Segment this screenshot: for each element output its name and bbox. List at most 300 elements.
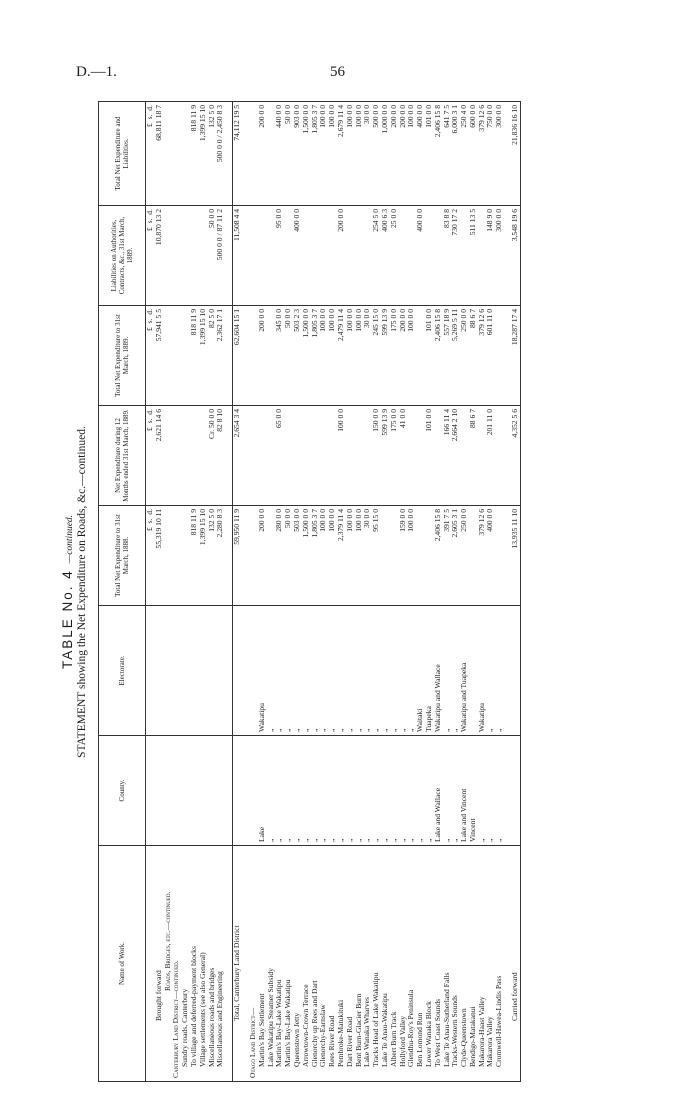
total-cell [164, 102, 173, 206]
liabilities-cell [319, 206, 328, 306]
to-1889-cell: 818 11 9 [190, 306, 199, 406]
work-cell: Glendhu-Roy's Peninsula [407, 846, 416, 1082]
electorate-cell [208, 606, 217, 736]
county-cell: „ [328, 736, 337, 846]
liabilities-cell [425, 206, 434, 306]
to-1889-cell: 100 0 0 [407, 306, 416, 406]
table-row [311, 102, 320, 1082]
electorate-cell: „ [381, 606, 390, 736]
to-1889-cell: 2,362 17 1 [216, 306, 225, 406]
during-1889-cell: 2,654 3 4 [233, 406, 242, 506]
work-cell: Glenorchy-Earnslaw [319, 846, 328, 1082]
electorate-cell [190, 606, 199, 736]
work-cell: Sundry roads, Canterbury [181, 846, 190, 1082]
electorate-cell: „ [486, 606, 495, 736]
table-title-sub: —continued. [65, 514, 75, 564]
total-cell: 50 0 0 [284, 102, 293, 206]
county-cell [190, 736, 199, 846]
work-cell: Cromwell-Hawea-Lindis Pass [495, 846, 504, 1082]
liabilities-cell [346, 206, 355, 306]
table-row [469, 102, 478, 1082]
liabilities-cell [172, 206, 181, 306]
table-row [328, 102, 337, 1082]
table-title-main: TABLE No. 4 [60, 569, 75, 670]
to-1888-cell: 1,399 15 10 [199, 506, 208, 606]
total-cell: 100 0 0 [346, 102, 355, 206]
table-row [407, 102, 416, 1082]
work-cell: Arrowtown-Crown Terrace [302, 846, 311, 1082]
total-cell: 1,399 15 10 [199, 102, 208, 206]
electorate-cell: „ [328, 606, 337, 736]
during-1889-cell [172, 406, 181, 506]
table-row [425, 102, 434, 1082]
to-1888-cell [164, 506, 173, 606]
total-cell: 101 0 0 [425, 102, 434, 206]
work-cell: Village settlements (see also General) [199, 846, 208, 1082]
county-cell: „ [293, 736, 302, 846]
to-1889-cell: 1,399 15 10 [199, 306, 208, 406]
work-cell: Rees River Road [328, 846, 337, 1082]
county-cell: „ [337, 736, 346, 846]
to-1888-cell: 159 0 0 [399, 506, 408, 606]
to-1888-cell: 30 0 0 [363, 506, 372, 606]
total-cell: 2,679 11 4 [337, 102, 346, 206]
county-cell: „ [381, 736, 390, 846]
total-cell: 750 0 0 [486, 102, 495, 206]
electorate-cell: Tuapeka [425, 606, 434, 736]
to-1888-cell: 503 0 0 [293, 506, 302, 606]
electorate-cell [511, 606, 520, 736]
table-row [164, 102, 173, 1082]
county-cell [164, 736, 173, 846]
work-cell: Bendigo-Matakanui [469, 846, 478, 1082]
electorate-cell: „ [346, 606, 355, 736]
county-cell: „ [451, 736, 460, 846]
electorate-cell: „ [407, 606, 416, 736]
total-cell: 100 0 0 [407, 102, 416, 206]
during-1889-cell [495, 406, 504, 506]
county-cell: Lake [258, 736, 267, 846]
table-row [478, 102, 487, 1082]
to-1889-cell: 379 12 6 [478, 306, 487, 406]
table-row [346, 102, 355, 1082]
county-cell: „ [443, 736, 452, 846]
liabilities-cell: 83 8 8 [443, 206, 452, 306]
electorate-cell [155, 606, 164, 736]
during-1889-cell: 599 13 9 [381, 406, 390, 506]
units-cell: £ s. d. [146, 206, 155, 306]
county-cell: „ [267, 736, 276, 846]
electorate-cell: Waitaki [416, 606, 425, 736]
total-cell: 68,811 18 7 [155, 102, 164, 206]
liabilities-cell [258, 206, 267, 306]
during-1889-cell: 175 0 0 [390, 406, 399, 506]
to-1889-cell: 100 0 0 [355, 306, 364, 406]
during-1889-cell [258, 406, 267, 506]
to-1889-cell: 557 18 9 [443, 306, 452, 406]
page-number: 56 [330, 64, 345, 80]
total-cell: 1,000 0 0 [381, 102, 390, 206]
liabilities-cell [311, 206, 320, 306]
total-cell: 818 11 9 [190, 102, 199, 206]
total-cell: 250 4 0 [460, 102, 469, 206]
liabilities-cell [181, 206, 190, 306]
county-cell: „ [478, 736, 487, 846]
to-1888-cell: 391 7 5 [443, 506, 452, 606]
work-cell: Lake Te Anau-Sutherland Falls [443, 846, 452, 1082]
header-row [99, 102, 146, 1082]
work-cell: Canterbury Land District—continued. [172, 846, 181, 1082]
work-cell: Makarora Valley [486, 846, 495, 1082]
to-1889-cell: 88 6 7 [469, 306, 478, 406]
work-cell: Glenorchy up Rees and Dart [311, 846, 320, 1082]
work-cell: Clyde-Queenstown [460, 846, 469, 1082]
during-1889-cell [355, 406, 364, 506]
to-1889-cell: 50 0 0 [284, 306, 293, 406]
electorate-cell: Wakatipu and Wallace [434, 606, 443, 736]
to-1889-cell: 175 0 0 [390, 306, 399, 406]
to-1888-cell: 100 0 0 [407, 506, 416, 606]
electorate-cell: „ [355, 606, 364, 736]
liabilities-cell: 300 0 0 [495, 206, 504, 306]
county-cell: „ [407, 736, 416, 846]
table-title [60, 92, 75, 1092]
table-row [216, 102, 225, 1082]
to-1888-cell: 100 0 0 [355, 506, 364, 606]
col-header-total: Total Net Expenditure and Liabilities. [99, 102, 146, 206]
total-cell: 379 12 6 [478, 102, 487, 206]
to-1889-cell: 82 5 0 [208, 306, 217, 406]
to-1889-cell: 100 0 0 [346, 306, 355, 406]
during-1889-cell [164, 406, 173, 506]
liabilities-cell: 400 0 0 [416, 206, 425, 306]
electorate-cell: „ [284, 606, 293, 736]
work-cell: Martin's Bay Settlement [258, 846, 267, 1082]
rotated-table-page [58, 92, 658, 1092]
liabilities-cell [164, 206, 173, 306]
to-1889-cell: 100 0 0 [319, 306, 328, 406]
table-row [337, 102, 346, 1082]
table-row [511, 102, 520, 1082]
during-1889-cell [284, 406, 293, 506]
county-cell [155, 736, 164, 846]
total-cell: 6,000 3 1 [451, 102, 460, 206]
to-1888-cell: 818 11 9 [190, 506, 199, 606]
table-row [363, 102, 372, 1082]
units-row [146, 102, 155, 1082]
work-cell: Martin's Bay-Lake Wakatipu [275, 846, 284, 1082]
to-1888-cell: 1,805 3 7 [311, 506, 320, 606]
col-header-to-1889: Total Net Expenditure to 31st March, 1889. [99, 306, 146, 406]
during-1889-cell: 2,621 14 6 [155, 406, 164, 506]
to-1889-cell [495, 306, 504, 406]
liabilities-cell: 511 13 5 [469, 206, 478, 306]
to-1889-cell: 601 11 0 [486, 306, 495, 406]
work-cell: Lake Wanaka Wharves [363, 846, 372, 1082]
total-cell: 132 5 0 [208, 102, 217, 206]
electorate-cell: Wakatipu [478, 606, 487, 736]
to-1888-cell [495, 506, 504, 606]
spacer-row [242, 102, 249, 1082]
total-cell: 300 0 0 [495, 102, 504, 206]
work-cell: Otago Land District— [249, 846, 258, 1082]
during-1889-cell: 4,352 5 6 [511, 406, 520, 506]
work-cell: Martin's Bay-Lake Wakatipu [284, 846, 293, 1082]
table-row [372, 102, 381, 1082]
during-1889-cell: Cr. 50 0 0 [208, 406, 217, 506]
work-cell: Total, Canterbury Land District [233, 846, 242, 1082]
county-cell: „ [311, 736, 320, 846]
county-cell: „ [372, 736, 381, 846]
to-1889-cell: 599 13 9 [381, 306, 390, 406]
to-1888-cell: 95 15 0 [372, 506, 381, 606]
electorate-cell: Wakatipu [258, 606, 267, 736]
to-1888-cell: 2,379 11 4 [337, 506, 346, 606]
during-1889-cell: 101 0 0 [425, 406, 434, 506]
to-1888-cell: 59,950 11 9 [233, 506, 242, 606]
work-cell: Bent Burn-Glacier Burn [355, 846, 364, 1082]
county-cell: „ [425, 736, 434, 846]
table-row [416, 102, 425, 1082]
liabilities-cell [190, 206, 199, 306]
total-cell: 400 0 0 [416, 102, 425, 206]
table-row [495, 102, 504, 1082]
electorate-cell [181, 606, 190, 736]
total-cell: 21,836 16 10 [511, 102, 520, 206]
electorate-cell: „ [390, 606, 399, 736]
total-cell: 30 0 0 [363, 102, 372, 206]
during-1889-cell: 2,664 2 10 [451, 406, 460, 506]
county-cell [208, 736, 217, 846]
to-1889-cell: 101 0 0 [425, 306, 434, 406]
table-row [486, 102, 495, 1082]
to-1889-cell: 5,269 5 11 [451, 306, 460, 406]
total-cell: 200 0 0 [399, 102, 408, 206]
work-cell: Lake Te Anau-Wakatipu [381, 846, 390, 1082]
table-row [293, 102, 302, 1082]
to-1889-cell: 57,941 5 5 [155, 306, 164, 406]
table-row [399, 102, 408, 1082]
to-1889-cell: 250 0 0 [460, 306, 469, 406]
to-1888-cell: 132 5 0 [208, 506, 217, 606]
work-cell: Miscellaneous roads and bridges [208, 846, 217, 1082]
during-1889-cell [311, 406, 320, 506]
liabilities-cell: 730 17 2 [451, 206, 460, 306]
electorate-cell: „ [319, 606, 328, 736]
table-row [258, 102, 267, 1082]
units-cell: £ s. d. [146, 306, 155, 406]
to-1888-cell [416, 506, 425, 606]
to-1888-cell: 100 0 0 [328, 506, 337, 606]
county-cell: „ [416, 736, 425, 846]
during-1889-cell: 150 0 0 [372, 406, 381, 506]
liabilities-cell: 50 0 0 [208, 206, 217, 306]
total-cell: 74,112 19 5 [233, 102, 242, 206]
to-1889-cell: 30 0 0 [363, 306, 372, 406]
total-cell: 1,500 0 0 [302, 102, 311, 206]
county-cell: „ [275, 736, 284, 846]
liabilities-cell: 254 5 0 [372, 206, 381, 306]
county-cell: „ [302, 736, 311, 846]
work-cell: Ben Lomond Run [416, 846, 425, 1082]
table-row [319, 102, 328, 1082]
during-1889-cell: 65 0 0 [275, 406, 284, 506]
table-row [190, 102, 199, 1082]
electorate-cell: Wakatipu and Tuapeka [460, 606, 469, 736]
electorate-cell: „ [293, 606, 302, 736]
statement-heading: STATEMENT showing the Net Expenditure on Roads, &c.—continued. [76, 426, 88, 758]
during-1889-cell: 201 11 0 [486, 406, 495, 506]
to-1889-cell: 200 0 0 [258, 306, 267, 406]
to-1888-cell: 50 0 0 [284, 506, 293, 606]
table-row [355, 102, 364, 1082]
total-cell: 440 0 0 [275, 102, 284, 206]
total-cell: 500 0 0 [372, 102, 381, 206]
electorate-cell: „ [363, 606, 372, 736]
during-1889-cell [249, 406, 258, 506]
to-1889-cell: 62,604 15 1 [233, 306, 242, 406]
work-cell: Tracks-Western Sounds [451, 846, 460, 1082]
col-header-to-1888: Total Net Expenditure to 31st March, 1888. [99, 506, 146, 606]
to-1889-cell: 503 2 3 [293, 306, 302, 406]
during-1889-cell [407, 406, 416, 506]
county-cell: „ [319, 736, 328, 846]
to-1888-cell: 1,500 0 0 [302, 506, 311, 606]
during-1889-cell [190, 406, 199, 506]
to-1888-cell: 2,406 15 8 [434, 506, 443, 606]
col-header-county: County. [99, 736, 146, 846]
liabilities-cell: 10,870 13 2 [155, 206, 164, 306]
during-1889-cell: 41 0 0 [399, 406, 408, 506]
col-header-during-1889: Net Expenditure during 12 Months ended 31st March, 1889. [99, 406, 146, 506]
col-header-work: Name of Work. [99, 846, 146, 1082]
total-cell: 903 0 0 [293, 102, 302, 206]
work-cell: Lake Wakatipu Steamer Subsidy [267, 846, 276, 1082]
to-1888-cell: 100 0 0 [319, 506, 328, 606]
electorate-cell: „ [302, 606, 311, 736]
county-cell: „ [486, 736, 495, 846]
total-cell: 600 0 0 [469, 102, 478, 206]
liabilities-cell [249, 206, 258, 306]
col-header-liabilities: Liabilities on Authorities, Contracts, &c., 31st March, 1889. [99, 206, 146, 306]
to-1889-cell: 2,406 15 8 [434, 306, 443, 406]
to-1889-cell [172, 306, 181, 406]
col-header-electorate: Electorate. [99, 606, 146, 736]
total-cell: 200 0 0 [258, 102, 267, 206]
table-row [267, 102, 276, 1082]
liabilities-cell: 11,508 4 4 [233, 206, 242, 306]
total-cell: 2,406 15 8 [434, 102, 443, 206]
liabilities-cell: 400 0 0 [293, 206, 302, 306]
during-1889-cell [181, 406, 190, 506]
liabilities-cell: 148 9 0 [486, 206, 495, 306]
county-cell: Lake and Wallace [434, 736, 443, 846]
to-1888-cell [381, 506, 390, 606]
liabilities-cell: 500 0 0 / 87 11 2 [216, 206, 225, 306]
during-1889-cell [302, 406, 311, 506]
during-1889-cell: 88 6 7 [469, 406, 478, 506]
county-cell: „ [399, 736, 408, 846]
during-1889-cell: 82 8 10 [216, 406, 225, 506]
county-cell: „ [363, 736, 372, 846]
county-cell: „ [284, 736, 293, 846]
county-cell [181, 736, 190, 846]
to-1888-cell: 2,280 8 3 [216, 506, 225, 606]
during-1889-cell: 100 0 0 [337, 406, 346, 506]
total-cell: 100 0 0 [319, 102, 328, 206]
work-cell: To village and deferred-payment blocks [190, 846, 199, 1082]
electorate-cell: „ [372, 606, 381, 736]
work-cell: Tracks Head of Lake Wakatipu [372, 846, 381, 1082]
electorate-cell: „ [451, 606, 460, 736]
to-1888-cell: 55,319 10 11 [155, 506, 164, 606]
to-1889-cell: 1,805 3 7 [311, 306, 320, 406]
during-1889-cell [319, 406, 328, 506]
to-1888-cell: 200 0 0 [258, 506, 267, 606]
to-1888-cell: 400 0 0 [486, 506, 495, 606]
table-row [460, 102, 469, 1082]
work-cell: Lower Wanaka Block [425, 846, 434, 1082]
table-row [199, 102, 208, 1082]
county-cell [199, 736, 208, 846]
table-row [443, 102, 452, 1082]
to-1889-cell: 100 0 0 [328, 306, 337, 406]
work-cell: Carried forward [511, 846, 520, 1082]
total-cell: 500 0 0 / 2,450 8 3 [216, 102, 225, 206]
work-cell: Dart River Road [346, 846, 355, 1082]
electorate-cell: „ [337, 606, 346, 736]
table-row [434, 102, 443, 1082]
electorate-cell: „ [311, 606, 320, 736]
units-cell: £ s. d. [146, 102, 155, 206]
electorate-cell: „ [399, 606, 408, 736]
to-1888-cell: 280 0 0 [275, 506, 284, 606]
work-cell: Albert Burn Track [390, 846, 399, 1082]
table-body [146, 102, 521, 1082]
electorate-cell [172, 606, 181, 736]
total-cell: 1,805 3 7 [311, 102, 320, 206]
liabilities-cell [302, 206, 311, 306]
liabilities-cell: 25 0 0 [390, 206, 399, 306]
to-1889-cell: 245 15 0 [372, 306, 381, 406]
to-1889-cell: 2,479 11 4 [337, 306, 346, 406]
units-cell: £ s. d. [146, 406, 155, 506]
work-cell: Queenstown Jetty [293, 846, 302, 1082]
to-1888-cell: 250 0 0 [460, 506, 469, 606]
to-1889-cell: 200 0 0 [399, 306, 408, 406]
work-cell: Miscellaneous and Engineering [216, 846, 225, 1082]
liabilities-cell [355, 206, 364, 306]
table-row [302, 102, 311, 1082]
electorate-cell [216, 606, 225, 736]
to-1889-cell: 18,287 17 4 [511, 306, 520, 406]
total-cell [172, 102, 181, 206]
during-1889-cell [293, 406, 302, 506]
liabilities-cell: 95 0 0 [275, 206, 284, 306]
page-reference: D.—1. [76, 64, 117, 80]
electorate-cell [199, 606, 208, 736]
to-1888-cell [172, 506, 181, 606]
electorate-cell: „ [443, 606, 452, 736]
total-cell: 100 0 0 [328, 102, 337, 206]
liabilities-cell: 200 0 0 [337, 206, 346, 306]
table-row [249, 102, 258, 1082]
during-1889-cell: 166 11 4 [443, 406, 452, 506]
liabilities-cell [399, 206, 408, 306]
spacer-row [504, 102, 511, 1082]
electorate-cell: „ [275, 606, 284, 736]
table-row [381, 102, 390, 1082]
